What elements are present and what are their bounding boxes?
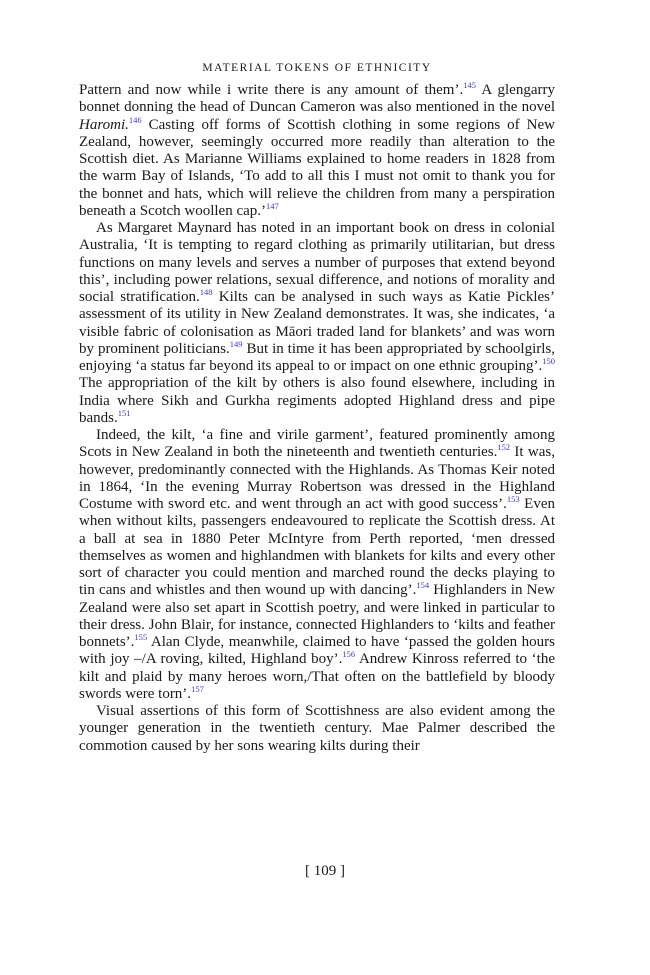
page-body: [79, 62, 555, 755]
running-head: MATERIAL TOKENS OF ETHNICITY: [202, 62, 432, 74]
footnote-ref-157[interactable]: 157: [191, 683, 204, 694]
footnote-ref-154[interactable]: 154: [416, 580, 430, 591]
footnote-ref-155[interactable]: 155: [134, 632, 148, 642]
text-run: Highlanders in New Zealand were also set apart in Scottish poetry, and were linked in particular to their dress. John Blair, for instance, connected Highlanders to ‘kilts and feather bonnets’.: [79, 582, 556, 650]
footnote-ref-150[interactable]: 150: [542, 356, 555, 366]
paragraph-3: [79, 427, 555, 703]
footnote-ref-148[interactable]: 148: [199, 287, 213, 297]
text-run: Casting off forms of Scottish clothing in some regions of New Zealand, however, seemingly occurred more readily than alteration to the Scottish diet. As Marianne Williams explained to home readers in 1828 from the warm Bay of Islands, ‘To add to all this I must not omit to thank you for the bonnet and hats, which will relieve the children from many a perspiration beneath a Scotch woollen cap.’: [79, 116, 555, 219]
footnote-ref-145[interactable]: 145: [463, 80, 476, 90]
page-number: [ 109 ]: [305, 863, 345, 879]
footnote-ref-146[interactable]: 146: [128, 114, 142, 125]
text-run: But in time it has been appropriated by schoolgirls, enjoying ‘a status far beyond its appeal to or impact on one ethnic grouping’.: [79, 340, 555, 374]
footnote-ref-152[interactable]: 152: [497, 442, 511, 453]
book-title: Haromi.: [79, 116, 129, 133]
text-run: Even when without kilts, passengers endeavoured to replicate the Scottish dress. At a ball at sea in 1880 Peter McIntyre from Perth reported, ‘men dressed themselves as women and highlandmen with blankets for kilts and every other sort of character you could mention and marched round the decks playing to tin cans and whistles and then wound up with dancing’.: [79, 496, 555, 599]
text-run: A glengarry bonnet donning the head of Duncan Cameron was also mentioned in the novel: [79, 82, 555, 116]
footnote-ref-156[interactable]: 156: [342, 649, 356, 660]
text-run: Andrew Kinross referred to ‘the kilt and plaid by many heroes worn,/That often on the battlefield by bloody swords were torn’.: [79, 651, 555, 702]
text-run: It was, however, predominantly connected with the Highlands. As Thomas Keir noted in 1864, ‘In the evening Murray Robertson was dressed in the Highland Costume with sword etc. and went through an act with good success’.: [79, 444, 555, 512]
paragraph-4: [79, 703, 555, 755]
text-run: Alan Clyde, meanwhile, claimed to have ‘passed the golden hours with joy –/A roving, kilted, Highland boy’.: [79, 634, 555, 668]
text-run: Indeed, the kilt, ‘a fine and virile garment’, featured prominently among Scots in New Zealand in both the nineteenth and twentieth centuries.: [79, 427, 555, 461]
footnote-ref-147[interactable]: 147: [266, 200, 279, 211]
text-run: As Margaret Maynard has noted in an important book on dress in colonial Australia, ‘It is tempting to regard clothing as primarily utilitarian, but dress functions on many levels and serves a number of purposes that extend beyond this’, including power relations, sexual difference, and notions of morality and social stratification.: [79, 220, 555, 305]
footnote-ref-153[interactable]: 153: [506, 494, 520, 504]
text-run: Kilts can be analysed in such ways as Katie Pickles’ assessment of its utility in New Zealand demonstrates. It was, she indicates, ‘a visible fabric of colonisation as Māori traded land for blankets’ and was worn by prominent politicians.: [79, 289, 555, 357]
footnote-ref-149[interactable]: 149: [229, 338, 243, 349]
paragraph-1: [79, 82, 555, 220]
text-run: Visual assertions of this form of Scottishness are also evident among the younger generation in the twentieth century. Mae Palmer described the commotion caused by her sons wearing kilts during their: [79, 703, 555, 754]
text-run: The appropriation of the kilt by others is also found elsewhere, including in India where Sikh and Gurkha regiments adopted Highland dress and pipe bands.: [79, 375, 555, 426]
text-run: Pattern and now while i write there is any amount of them’.: [79, 82, 464, 98]
footnote-ref-151[interactable]: 151: [117, 407, 131, 418]
paragraph-2: [79, 220, 555, 427]
